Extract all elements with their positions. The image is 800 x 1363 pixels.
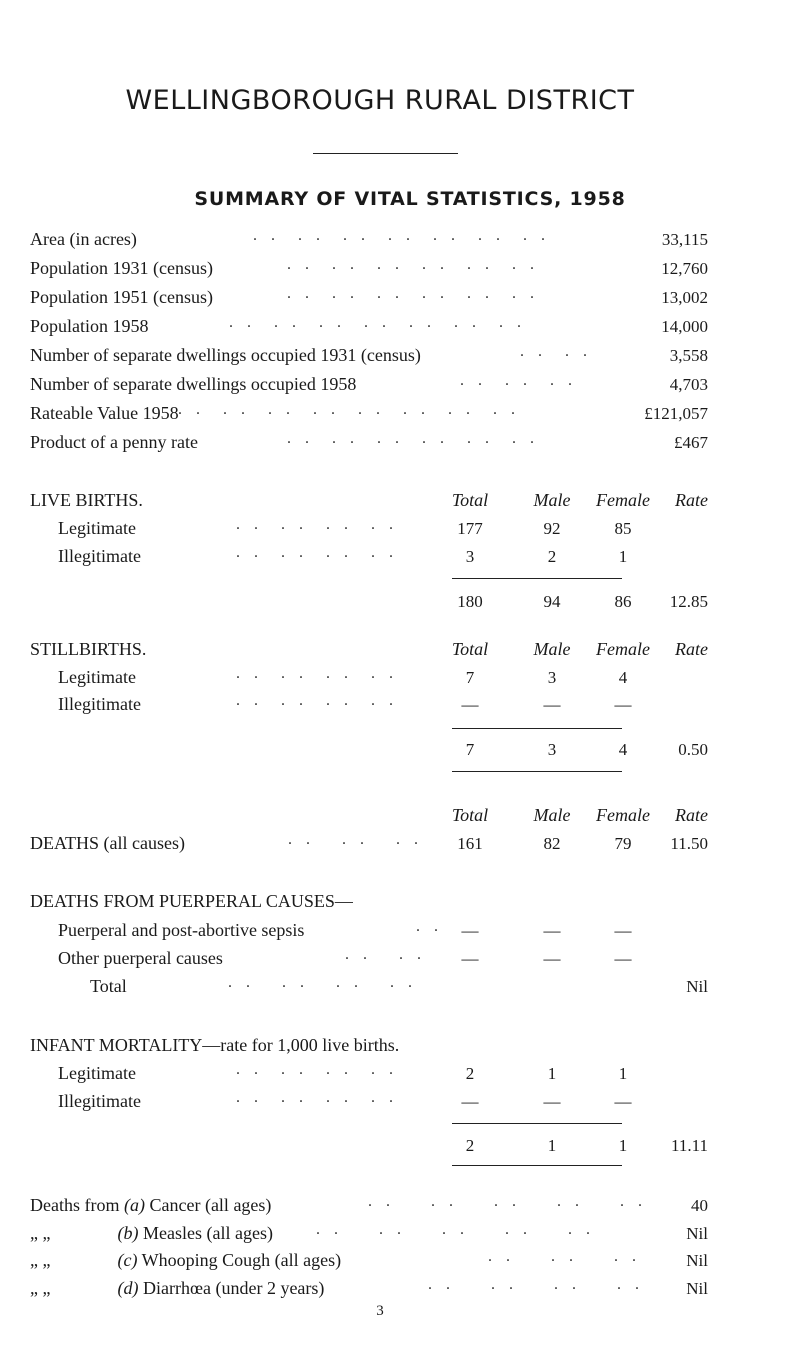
cell-total: 7 xyxy=(465,668,475,687)
cell-male: 92 xyxy=(543,519,561,538)
leader-dots: . . . . . . . . xyxy=(236,1061,398,1078)
deaths-from-row xyxy=(30,1195,271,1216)
section-title: SUMMARY OF VITAL STATISTICS, 1958 xyxy=(194,188,626,210)
cell-total: 2 xyxy=(465,1064,475,1083)
cell-female: 1 xyxy=(618,547,628,566)
summary-value-dwellings1958: 4,703 xyxy=(669,375,708,394)
deaths-from-prefix: Deaths from xyxy=(30,1195,120,1215)
leader-dots: . . . . xyxy=(345,946,426,963)
total-cell-rate: 11.11 xyxy=(671,1136,708,1155)
leader-dots: . . . . . . . . . . xyxy=(316,1221,595,1238)
summary-label-pop1951: Population 1951 (census) xyxy=(30,287,213,307)
cell-male: 82 xyxy=(543,834,561,853)
ditto-marks: „ „ xyxy=(30,1278,51,1298)
total-cell-total: 180 xyxy=(457,592,483,611)
cell-total: — xyxy=(461,1092,479,1111)
cell-female: 85 xyxy=(614,519,632,538)
deaths-from-value: Nil xyxy=(686,1251,708,1270)
live-births-heading: LIVE BIRTHS. xyxy=(30,490,143,510)
cell-female: 79 xyxy=(614,834,632,853)
cell-total: — xyxy=(461,695,479,714)
deaths-from-row xyxy=(30,1223,273,1244)
col-header-male: Male xyxy=(533,639,571,659)
summary-label-dwellings1958: Number of separate dwellings occupied 1958 xyxy=(30,374,357,394)
row-label-legitimate: Legitimate xyxy=(58,667,136,687)
row-label-illegitimate: Illegitimate xyxy=(58,1091,141,1111)
summary-value-pop1951: 13,002 xyxy=(661,288,708,307)
cell-male: — xyxy=(543,1092,561,1111)
col-header-rate: Rate xyxy=(675,805,708,825)
leader-dots: . . xyxy=(416,918,443,935)
total-cell-female: 4 xyxy=(618,740,628,759)
summary-label-area: Area (in acres) xyxy=(30,229,137,249)
cell-male: 3 xyxy=(547,668,557,687)
total-cell-female: 1 xyxy=(618,1136,628,1155)
deaths-from-row xyxy=(30,1250,341,1271)
total-cell-rate: 0.50 xyxy=(678,740,708,759)
col-header-male: Male xyxy=(533,490,571,510)
leader-dots: . . . . . . . . . . . . xyxy=(287,285,539,302)
cell-female: — xyxy=(614,1092,632,1111)
col-header-total: Total xyxy=(451,490,489,510)
col-header-total: Total xyxy=(451,805,489,825)
row-label-sepsis: Puerperal and post-abortive sepsis xyxy=(58,920,305,940)
total-rule xyxy=(452,578,622,579)
leader-dots: . . . . xyxy=(520,343,592,360)
col-header-female: Female xyxy=(596,805,650,825)
deaths-from-value: Nil xyxy=(686,1224,708,1243)
summary-value-dwellings1931: 3,558 xyxy=(669,346,708,365)
leader-dots: . . . . . . . . xyxy=(236,665,398,682)
puerperal-heading: DEATHS FROM PUERPERAL CAUSES— xyxy=(30,891,353,911)
page-title: WELLINGBOROUGH RURAL DISTRICT xyxy=(125,85,635,116)
row-label-legitimate: Legitimate xyxy=(58,518,136,538)
summary-label-dwellings1931: Number of separate dwellings occupied 1931 (census) xyxy=(30,345,421,365)
deaths-from-label: Cancer (all ages) xyxy=(149,1195,272,1215)
deaths-from-row xyxy=(30,1278,324,1299)
ditto-marks: „ „ xyxy=(30,1223,51,1243)
total-cell-total: 7 xyxy=(465,740,475,759)
leader-dots: . . . . . . xyxy=(488,1248,641,1265)
summary-value-penny-rate: £467 xyxy=(674,433,708,452)
summary-value-pop1958: 14,000 xyxy=(661,317,708,336)
row-label-total: Total xyxy=(90,976,127,996)
page-number: 3 xyxy=(376,1303,384,1319)
total-cell-female: 86 xyxy=(614,592,632,611)
cell-total: 3 xyxy=(465,547,475,566)
total-cell-total: 2 xyxy=(465,1136,475,1155)
cell-female: — xyxy=(614,921,632,940)
deaths-label: DEATHS (all causes) xyxy=(30,833,185,853)
cell-female: 1 xyxy=(618,1064,628,1083)
cell-total: — xyxy=(461,949,479,968)
cell-total: 161 xyxy=(457,834,483,853)
leader-dots: . . . . . . . . . . xyxy=(368,1193,647,1210)
deaths-from-label: Diarrhœa (under 2 years) xyxy=(143,1278,325,1298)
row-label-illegitimate: Illegitimate xyxy=(58,546,141,566)
deaths-from-letter: (d) xyxy=(117,1278,139,1298)
leader-dots: . . . . . . . . xyxy=(236,1089,398,1106)
leader-dots: . . . . . . xyxy=(288,831,423,848)
total-rule xyxy=(452,1123,622,1124)
leader-dots: . . . . . . . . xyxy=(236,544,398,561)
col-header-rate: Rate xyxy=(675,490,708,510)
col-header-total: Total xyxy=(451,639,489,659)
cell-male: — xyxy=(543,695,561,714)
total-rule xyxy=(452,728,622,729)
total-cell-male: 1 xyxy=(547,1136,557,1155)
summary-value-area: 33,115 xyxy=(661,230,708,249)
leader-dots: . . . . . . . . xyxy=(228,974,417,991)
summary-label-pop1931: Population 1931 (census) xyxy=(30,258,213,278)
leader-dots: . . . . . . . . xyxy=(236,516,398,533)
leader-dots: . . . . . . . . . . . . . . xyxy=(253,227,550,244)
row-label-legitimate: Legitimate xyxy=(58,1063,136,1083)
cell-total: — xyxy=(461,921,479,940)
total-rule-bottom xyxy=(452,1165,622,1166)
title-divider xyxy=(313,153,458,154)
col-header-rate: Rate xyxy=(675,639,708,659)
leader-dots: . . . . . . . . . . . . xyxy=(287,256,539,273)
cell-total: 177 xyxy=(457,519,483,538)
cell-male: — xyxy=(543,949,561,968)
cell-male: 1 xyxy=(547,1064,557,1083)
total-cell-rate: 12.85 xyxy=(669,592,708,611)
col-header-female: Female xyxy=(596,490,650,510)
summary-label-rateable: Rateable Value 1958 xyxy=(30,403,179,423)
deaths-from-letter: (b) xyxy=(117,1223,139,1243)
total-cell-male: 3 xyxy=(547,740,557,759)
stillbirths-heading: STILLBIRTHS. xyxy=(30,639,147,659)
deaths-from-value: 40 xyxy=(691,1196,708,1215)
leader-dots: . . . . . . . . . . . . xyxy=(287,430,539,447)
cell-rate: 11.50 xyxy=(670,834,708,853)
total-rule-bottom xyxy=(452,771,622,772)
cell-male: — xyxy=(543,921,561,940)
summary-value-rateable: £121,057 xyxy=(644,404,708,423)
cell-rate: Nil xyxy=(686,977,708,996)
infant-mortality-heading: INFANT MORTALITY—rate for 1,000 live births. xyxy=(30,1035,400,1055)
leader-dots: . . . . . . xyxy=(460,372,577,389)
row-label-illegitimate: Illegitimate xyxy=(58,694,141,714)
deaths-from-letter: (a) xyxy=(123,1195,145,1215)
cell-male: 2 xyxy=(547,547,557,566)
deaths-from-letter: (c) xyxy=(117,1250,138,1270)
deaths-from-label: Whooping Cough (all ages) xyxy=(141,1250,342,1270)
deaths-from-label: Measles (all ages) xyxy=(143,1223,273,1243)
leader-dots: . . . . . . . . . . . . . . xyxy=(229,314,526,331)
cell-female: — xyxy=(614,949,632,968)
summary-value-pop1931: 12,760 xyxy=(661,259,708,278)
row-label-other-puerperal: Other puerperal causes xyxy=(58,948,223,968)
cell-female: — xyxy=(614,695,632,714)
col-header-male: Male xyxy=(533,805,571,825)
summary-label-penny-rate: Product of a penny rate xyxy=(30,432,198,452)
cell-female: 4 xyxy=(618,668,628,687)
summary-label-pop1958: Population 1958 xyxy=(30,316,149,336)
total-cell-male: 94 xyxy=(543,592,561,611)
leader-dots: . . . . . . . . . . . . . . . . xyxy=(178,401,520,418)
deaths-from-value: Nil xyxy=(686,1279,708,1298)
ditto-marks: „ „ xyxy=(30,1250,51,1270)
leader-dots: . . . . . . . . xyxy=(236,692,398,709)
col-header-female: Female xyxy=(596,639,650,659)
leader-dots: . . . . . . . . xyxy=(428,1276,644,1293)
